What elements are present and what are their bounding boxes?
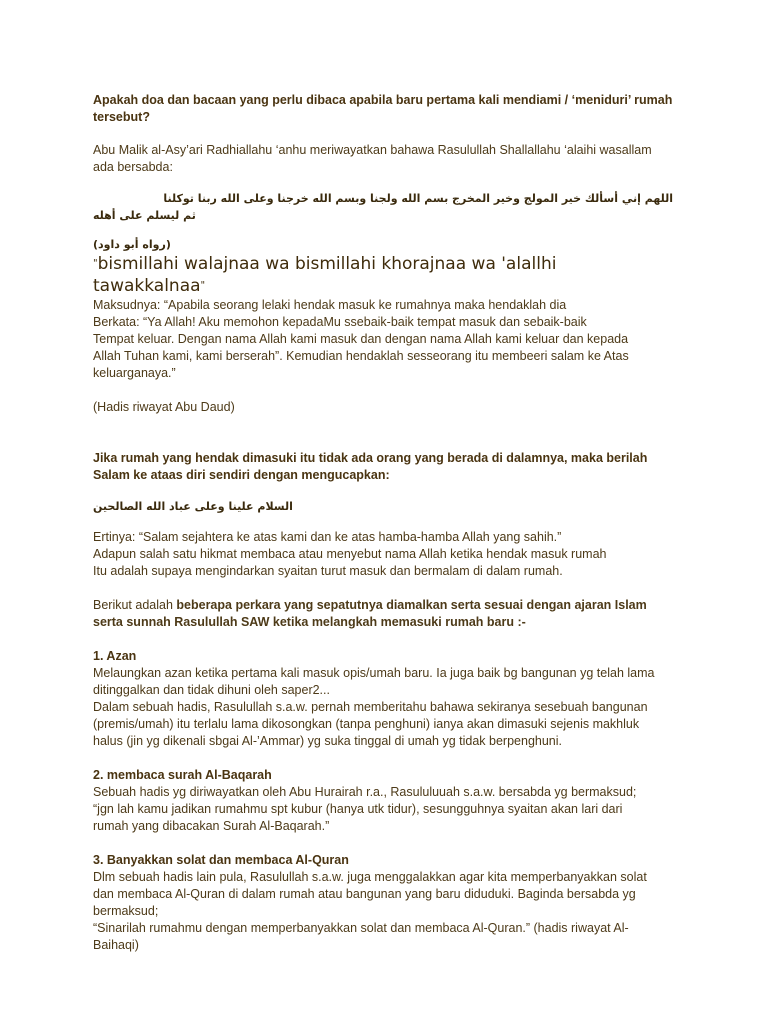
arabic-salam: السلام علينا وعلى عباد الله الصالحين <box>93 500 293 513</box>
article-body <box>93 92 673 954</box>
empty-house-line-3: Itu adalah supaya mengindarkan syaitan turut masuk dan bermalam di dalam rumah. <box>93 564 563 578</box>
empty-house-question: Jika rumah yang hendak dimasuki itu tidak ada orang yang berada di dalamnya, maka berilah Salam ke ataas diri sendiri dengan mengucapkan: <box>93 451 648 482</box>
meaning-line-2: Berkata: “Ya Allah! Aku memohon kepadaMu ssebaik-baik tempat masuk dan sebaik-baik <box>93 315 587 329</box>
practice-heading-solat: 3. Banyakkan solat dan membaca Al-Quran <box>93 853 349 867</box>
intro-question: Apakah doa dan bacaan yang perlu dibaca apabila baru pertama kali mendiami / ‘meniduri’ rumah tersebut? <box>93 93 673 124</box>
practice-heading-baqarah: 2. membaca surah Al-Baqarah <box>93 768 272 782</box>
practice-baqarah-line-2: “jgn lah kamu jadikan rumahmu spt kubur (hanya utk tidur), sesungguhnya syaitan akan lari dari <box>93 802 623 816</box>
practice-azan-line-2: ditinggalkan dan tidak dihuni oleh saper2... <box>93 683 330 697</box>
practice-azan-line-5: halus (jin yg dikenali sbgai Al-’Ammar) yg suka tinggal di umah yg tidak berpenghuni. <box>93 734 563 748</box>
meaning-line-5: keluarganaya.” <box>93 366 176 380</box>
practice-baqarah-line-1: Sebuah hadis yg diriwayatkan oleh Abu Hurairah r.a., Rasululuuah s.a.w. bersabda yg bermaksud; <box>93 785 637 799</box>
meaning-line-1: Maksudnya: “Apabila seorang lelaki hendak masuk ke rumahnya maka hendaklah dia <box>93 298 567 312</box>
arabic-reference-row <box>93 236 673 253</box>
practice-azan-line-1: Melaungkan azan ketika pertama kali masuk opis/umah baru. Ia juga baik bg bangunan yg telah lama <box>93 666 655 680</box>
arabic-reference: (رواه أبو داود) <box>93 238 171 251</box>
meaning-line-4: Allah Tuhan kami, kami berserah”. Kemudian hendaklah sesseorang itu membeeri salam ke Atas <box>93 349 629 363</box>
practices-intro-bold: beberapa perkara yang sepatutnya diamalkan serta sesuai dengan ajaran Islam serta sunnah Rasulullah SAW ketika melangkah memasuki rumah baru :- <box>93 598 647 629</box>
empty-house-line-1: Ertinya: “Salam sejahtera ke atas kami dan ke atas hamba-hamba Allah yang sahih.” <box>93 530 562 544</box>
narration-line-1: Abu Malik al-Asy’ari Radhiallahu ‘anhu meriwayatkan bahawa Rasulullah Shallallahu ‘alaihi wasallam <box>93 143 652 157</box>
practices-intro <box>93 597 673 631</box>
practice-baqarah-line-3: rumah yang dibacakan Surah Al-Baqarah.” <box>93 819 330 833</box>
practice-solat-line-4: “Sinarilah rumahmu dengan memperbanyakkan solat dan membaca Al-Quran.” (hadis riwayat Al- <box>93 921 629 935</box>
transliteration-text: bismillahi walajnaa wa bismillahi khorajnaa wa 'alallhi tawakkalnaa <box>93 254 557 296</box>
arabic-prayer-line-2-text: ثم ليسلم على أهله <box>93 209 196 222</box>
practice-solat-line-1: Dlm sebuah hadis lain pula, Rasulullah s.a.w. juga menggalakkan agar kita memperbanyakkan solat <box>93 870 647 884</box>
practice-solat-line-2: dan membaca Al-Quran di dalam rumah atau bangunan yang baru diduduki. Baginda bersabda yg <box>93 887 636 901</box>
transliteration: "bismillahi walajnaa wa bismillahi khorajnaa wa 'alallhi tawakkalnaa" <box>93 254 557 296</box>
arabic-salam-row <box>93 498 673 515</box>
narration-line-2: ada bersabda: <box>93 160 173 174</box>
empty-house-line-2: Adapun salah satu hikmat membaca atau menyebut nama Allah ketika hendak masuk rumah <box>93 547 607 561</box>
practice-heading-azan: 1. Azan <box>93 649 137 663</box>
arabic-prayer-line-1: اللهم إني أسألك خير المولج وخير المخرج بسم الله ولجنا وبسم الله خرجنا وعلى الله ربنا توكلنا <box>163 192 673 205</box>
practice-azan-line-3: Dalam sebuah hadis, Rasulullah s.a.w. pernah memberitahu bahawa sekiranya sesebuah bangunan <box>93 700 648 714</box>
arabic-prayer-line-2 <box>93 207 673 224</box>
practice-azan-line-4: (premis/umah) itu terlalu lama dikosongkan (tanpa penghuni) ianya akan dimasuki sejenis makhluk <box>93 717 640 731</box>
meaning-line-3: Tempat keluar. Dengan nama Allah kami masuk dan dengan nama Allah kami keluar dan kepada <box>93 332 629 346</box>
practice-solat-line-5: Baihaqi) <box>93 938 139 952</box>
practices-intro-plain: Berikut adalah <box>93 598 177 612</box>
hadis-reference: (Hadis riwayat Abu Daud) <box>93 400 235 414</box>
practice-solat-line-3: bermaksud; <box>93 904 159 918</box>
